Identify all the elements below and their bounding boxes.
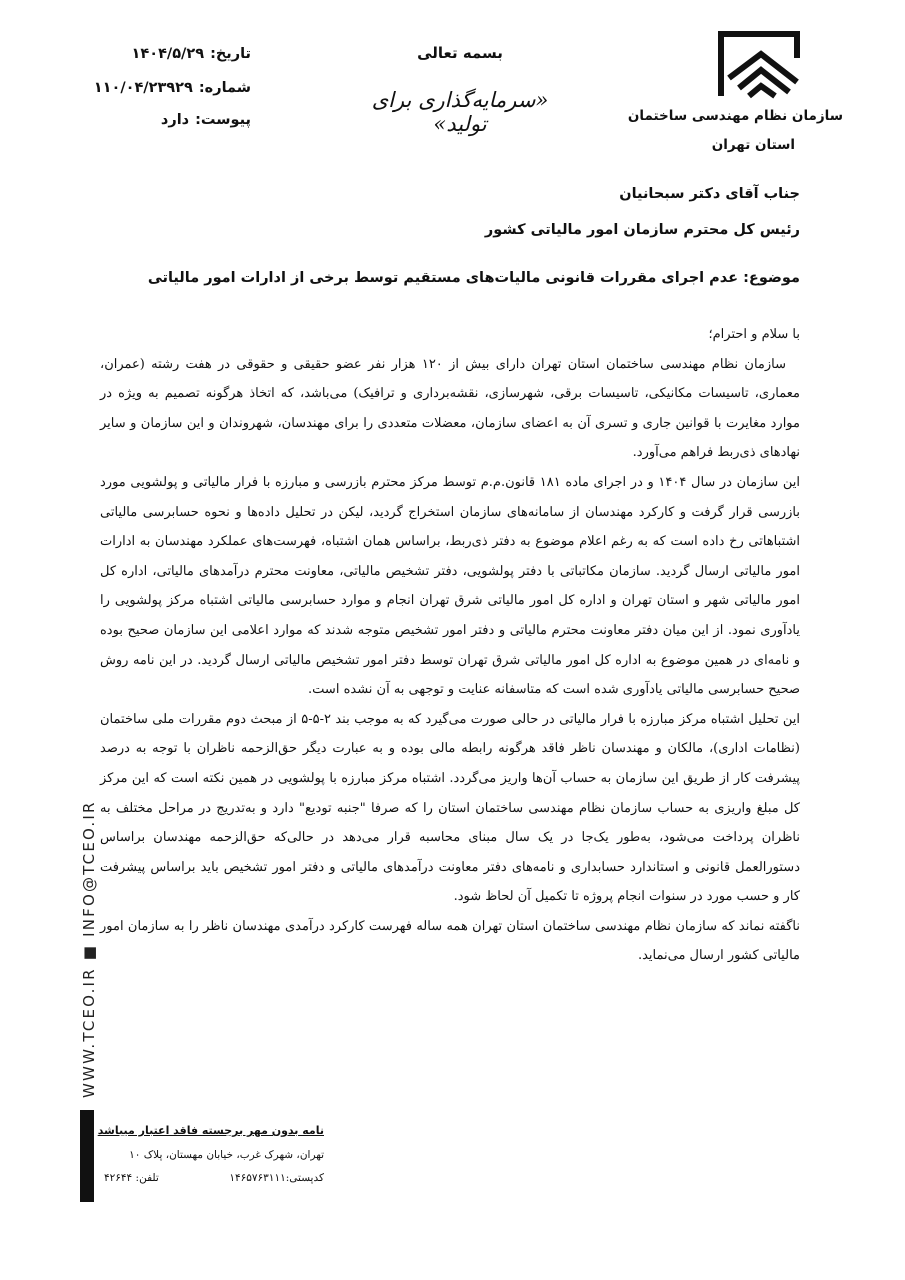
org-name: سازمان نظام مهندسی ساختمان bbox=[627, 108, 843, 124]
date-label: تاریخ: bbox=[210, 46, 251, 62]
footer-postal-code: کدپستی:۱۴۶۵۷۶۳۱۱۱ bbox=[229, 1172, 324, 1184]
date-value: ۱۴۰۴/۵/۲۹ bbox=[131, 46, 205, 62]
greeting: با سلام و احترام؛ bbox=[708, 327, 800, 342]
slogan: «سرمایه‌گذاری برای تولید» bbox=[371, 88, 549, 136]
body-paragraph-3: این تحلیل اشتباه مرکز مبارزه با فرار مالیاتی در حالی صورت می‌گیرد که به موجب بند ۲-۵-۵ از مبحث دوم مقررات ملی ساختمان (نظامات اداری)، مالکان و مهندسان ناظر فاقد هرگونه رابطه مالی بوده و به عبارت دیگر حق‌الزحمه ناظران با توجه به درصد پیشرفت کار از طریق این سازمان به حساب آن‌ها واریز می‌گردد. اشتباه مرکز مبارزه با پولشویی در همین نکته است که این مرکز کل مبلغ واریزی به حساب سازمان نظام مهندسی ساختمان استان را که صرفا "جنبه توديع" دارد و به‌تدریج در مراحل مختلف به ناظران پرداخت می‌شود، به‌طور یک‌جا در یک سال مبنای محاسبه قرار می‌دهد در حالی‌که حق‌الزحمه مهندسان براساس دستورالعمل قانونی و استاندارد حسابداری و نامه‌های دفتر معاونت درآمدهای مالیاتی و دفتر امور تشخیص باید براساس پیشرفت کار و حسب مورد در سنوات انجام پروژه تا تکمیل آن لحاظ شود. bbox=[100, 711, 800, 905]
footer-black-bar bbox=[80, 1110, 94, 1202]
body-paragraph-2: این سازمان در سال ۱۴۰۴ و در اجرای ماده ۱۸۱ قانون.م.م توسط مرکز محترم بازرسی و مبارزه با فرار مالیاتی و پولشویی مورد بازرسی قرار گرفت و کارکرد مهندسان از سامانه‌های سازمان استخراج گردید، لیکن در تحلیل داده‌ها و نحوه حسابرسی مالیاتی اشتباهاتی رخ داده است که به رغم اعلام موضوع به دفتر ذی‌ربط، براساس همان اشتباه، فهرست‌های عملکرد مهندسان به ادارات امور مالیاتی ارسال گردید. سازمان مکاتباتی با دفتر پولشویی، دفتر تشخیص مالیاتی، معاونت محترم درآمدهای مالیاتی، اداره کل امور مالیاتی شهر و استان تهران و اداره کل امور مالیاتی شرق تهران انجام و موارد حسابرسی مالیاتی اشتباه مرکز پولشویی را یادآوری نمود. از این میان دفتر معاونت محترم مالیاتی و دفتر امور تشخیص متوجه شدند که موارد اعلامی این سازمان صحیح بوده و نامه‌ای در همین موضوع به اداره کل امور مالیاتی شرق تهران توسط دفتر امور تشخیص مالیاتی ارسال گردید. در این نامه روش صحیح حسابرسی مالیاتی یادآوری شده است که متاسفانه عنایت و توجهی به آن نشده است. bbox=[100, 474, 801, 698]
attachment-value: دارد bbox=[160, 112, 190, 128]
number-value: ۱۱۰/۰۴/۲۳۹۲۹ bbox=[93, 80, 193, 96]
bismillah-heading: بسمه تعالی bbox=[417, 44, 503, 62]
recipient-title: رئیس کل محترم سازمان امور مالیاتی کشور bbox=[484, 222, 800, 238]
org-logo-icon bbox=[715, 28, 803, 100]
footer-seal-notice: نامه بدون مهر برجسته فاقد اعتبار میباشد bbox=[97, 1124, 324, 1137]
letter-body bbox=[100, 320, 800, 971]
website-email-sidebar: WWW.TCEO.IR ■ INFO@TCEO.IR bbox=[80, 800, 98, 1098]
letter-attachment bbox=[161, 112, 251, 128]
org-province: استان تهران bbox=[711, 137, 795, 153]
number-label: شماره: bbox=[198, 80, 251, 96]
letter-number bbox=[94, 80, 251, 96]
letter-subject: موضوع: عدم اجرای مقررات قانونی مالیات‌های مستقیم توسط برخی از ادارات امور مالیاتی bbox=[147, 270, 800, 286]
attachment-label: پیوست: bbox=[195, 112, 251, 128]
letter-date bbox=[132, 46, 251, 62]
recipient-name: جناب آقای دکتر سبحانیان bbox=[619, 186, 800, 202]
footer-contact bbox=[104, 1172, 324, 1184]
footer-phone: تلفن: ۴۲۶۴۴ bbox=[104, 1172, 159, 1184]
body-paragraph-1: سازمان نظام مهندسی ساختمان استان تهران دارای بیش از ۱۲۰ هزار نفر عضو حقیقی و حقوقی در هفت رشته (عمران، معماری، تاسیسات مکانیکی، تاسیسات برقی، شهرسازی، نقشه‌برداری و ترافیک) می‌باشد، که اتخاذ هرگونه تصمیم به ویژه در موارد مغایرت با قوانین جاری و تسری آن به اعضای سازمان، معضلات متعددی را برای مهندسان، شهروندان و این سازمان و سایر نهادهای ذی‌ربط فراهم می‌آورد. bbox=[100, 356, 800, 461]
body-paragraph-4: ناگفته نماند که سازمان نظام مهندسی ساختمان استان تهران همه ساله فهرست کارکرد درآمدی مهندسان ناظر را به سازمان امور مالیاتی کشور ارسال می‌نماید. bbox=[100, 918, 800, 964]
footer-address: تهران، شهرک غرب، خیابان مهستان، پلاک ۱۰ bbox=[129, 1149, 324, 1161]
